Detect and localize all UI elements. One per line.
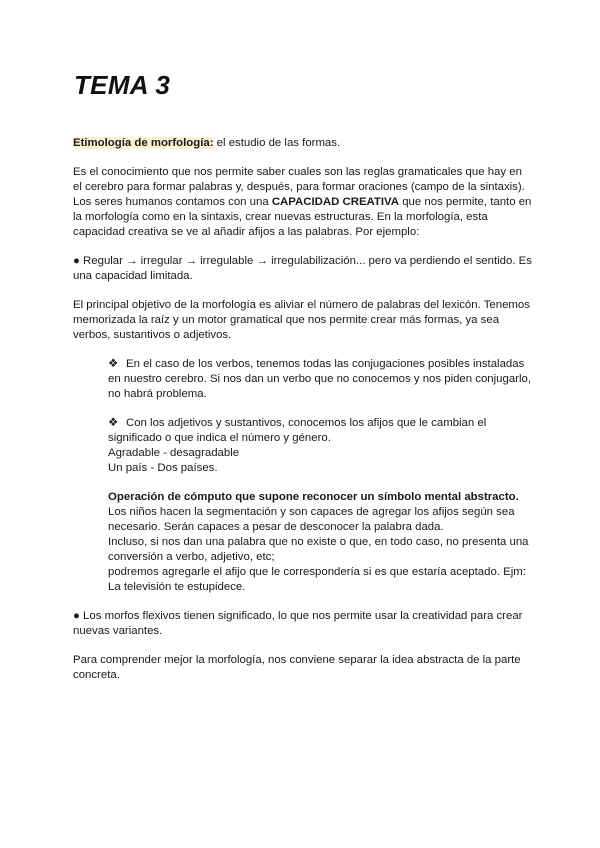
paragraph-knowledge-before: Es el conocimiento que nos permite saber cuales son las reglas gramaticales que hay en el cerebro para formar palabras y, después, para formar oraciones (campo de la sintaxis). Los seres humanos contamos con una — [73, 166, 525, 208]
diamond-bullet-icon: ❖ — [108, 358, 119, 370]
document-body — [73, 136, 533, 697]
operation-line-4: La televisión te estupidece. — [108, 581, 246, 593]
etymology-text: el estudio de las formas. — [213, 137, 341, 149]
example-agradable: Agradable - desagradable — [108, 447, 240, 459]
diamond-bullet-icon: ❖ — [108, 417, 119, 429]
operation-line-3: podremos agregarle el afijo que le correspondería si es que estaría aceptado. Ejm: — [108, 566, 526, 578]
page-title: TEMA 3 — [74, 70, 171, 100]
example-pais: Un país - Dos países. — [108, 462, 218, 474]
paragraph-example-chain: ● Regular → irregular → irregulable → irregulabilización... pero va perdiendo el sentido. Es una capacidad limitada. — [73, 255, 532, 282]
list-item-adjectives-block — [108, 416, 533, 476]
paragraph-objective: El principal objetivo de la morfología es aliviar el número de palabras del lexicón. Tenemos memorizada la raíz y un motor gramatical que nos permite crear más formas, ya sea verbos, sustantivos o adjetivos. — [73, 299, 530, 341]
operation-line-1: Los niños hacen la segmentación y son capaces de agregar los afijos según sea necesario. Serán capaces a pesar de desconocer la palabra dada. — [108, 506, 515, 533]
etymology-label: Etimología de morfología: — [73, 137, 214, 149]
operation-block — [108, 490, 533, 595]
paragraph-knowledge-after: que nos permite, tanto en la morfología como en la sintaxis, crear nuevas estructuras. En la morfología, esta capacidad creativa se ve al añadir afijos a las palabras. Por ejemplo: — [73, 196, 532, 238]
paragraph-morfos-flexivos: ● Los morfos flexivos tienen significado, lo que nos permite usar la creatividad para crear nuevas variantes. — [73, 610, 523, 637]
operation-line-2: Incluso, si nos dan una palabra que no existe o que, en todo caso, no presenta una conversión a verbo, adjetivo, etc; — [108, 536, 529, 563]
operation-title: Operación de cómputo que supone reconocer un símbolo mental abstracto. — [108, 491, 519, 503]
list-item-verbs — [108, 357, 533, 402]
list-item-verbs-text: En el caso de los verbos, tenemos todas las conjugaciones posibles instaladas en nuestro cerebro. Si nos dan un verbo que no conocemos y nos piden conjugarlo, no habrá problema. — [108, 358, 531, 400]
list-item-adjectives — [108, 416, 533, 446]
etymology-paragraph — [73, 136, 533, 151]
paragraph-conclusion: Para comprender mejor la morfología, nos conviene separar la idea abstracta de la parte concreta. — [73, 654, 521, 681]
list-item-adjectives-text: Con los adjetivos y sustantivos, conocemos los afijos que le cambian el significado o que indica el número y género. — [108, 417, 487, 444]
capacidad-creativa-emphasis: CAPACIDAD CREATIVA — [271, 196, 400, 208]
indented-section — [108, 357, 533, 595]
paragraph-knowledge — [73, 165, 533, 240]
